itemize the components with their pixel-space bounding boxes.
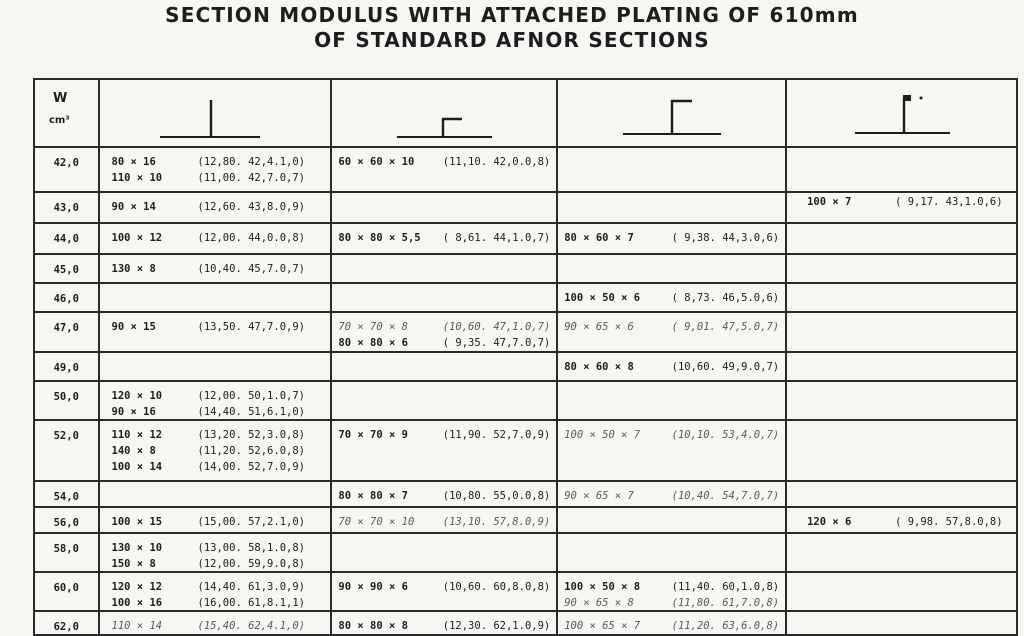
section-properties: (10,10. 53,4.0,7) [671, 429, 780, 441]
section-properties: (11,10. 42,0.0,8) [442, 156, 551, 168]
section-size: 100 × 50 × 8 [564, 581, 641, 593]
title-line-2: OF STANDARD AFNOR SECTIONS [314, 28, 710, 52]
section-entry [100, 573, 331, 594]
w-value: 50,0 [53, 391, 79, 403]
section-size: 60 × 60 × 10 [338, 156, 415, 168]
c1-cell [99, 611, 332, 635]
c3-cell [557, 312, 786, 352]
w-header-cell [34, 79, 99, 147]
c4-cell [786, 283, 1017, 312]
section-size: 100 × 16 [111, 597, 163, 609]
section-properties: ( 8,61. 44,1.0,7) [442, 232, 551, 244]
section-properties: (10,60. 60,8.0,8) [442, 581, 551, 593]
section-properties: (12,60. 43,8.0,9) [197, 201, 305, 213]
table-row [34, 420, 1017, 481]
section-entry [100, 555, 331, 571]
section-size: 90 × 15 [111, 321, 156, 333]
c1-cell [99, 507, 332, 533]
section-size: 150 × 8 [111, 558, 156, 570]
section-entry [332, 482, 556, 503]
w-value: 44,0 [53, 233, 79, 245]
table-row [34, 312, 1017, 352]
c2-cell [331, 283, 557, 312]
section-entry [100, 594, 331, 610]
section-properties: ( 9,38. 44,3.0,6) [671, 232, 780, 244]
section-size: 110 × 12 [111, 429, 163, 441]
table-row [34, 283, 1017, 312]
section-entry [332, 148, 556, 169]
section-size: 90 × 65 × 7 [564, 490, 634, 502]
table-row [34, 533, 1017, 572]
w-value: 42,0 [53, 157, 79, 169]
c1-cell [99, 533, 332, 572]
c4-cell [786, 312, 1017, 352]
w-value: 62,0 [53, 621, 79, 633]
w-value-cell [34, 254, 99, 283]
section-size: 70 × 70 × 9 [338, 429, 408, 441]
table-row [34, 192, 1017, 223]
c4-cell [786, 572, 1017, 611]
section-entry [100, 313, 331, 334]
c2-cell [331, 533, 557, 572]
section-properties: (13,20. 52,3.0,8) [197, 429, 305, 441]
w-value-cell [34, 533, 99, 572]
table-row [34, 254, 1017, 283]
section-properties: ( 8,73. 46,5.0,6) [671, 292, 780, 304]
w-value: 60,0 [53, 582, 79, 594]
table-row [34, 572, 1017, 611]
section-size: 100 × 50 × 7 [564, 429, 641, 441]
w-value-cell [34, 312, 99, 352]
section-properties: (10,40. 54,7.0,7) [671, 490, 780, 502]
section-entry [558, 594, 785, 610]
section-properties: (15,00. 57,2.1,0) [197, 516, 305, 528]
section-size: 100 × 14 [111, 461, 163, 473]
section-size: 110 × 14 [111, 620, 163, 632]
section-properties: ( 9,35. 47,7.0,7) [442, 337, 551, 349]
c3-cell [557, 223, 786, 254]
c2-cell [331, 254, 557, 283]
section-entry [100, 148, 331, 169]
section-entry [558, 353, 785, 374]
section-properties: (11,90. 52,7.0,9) [442, 429, 551, 441]
section-entry [558, 284, 785, 305]
c1-cell [99, 192, 332, 223]
section-size: 80 × 80 × 5,5 [338, 232, 421, 244]
section-properties: (12,30. 62,1.0,9) [442, 620, 551, 632]
section-properties: (11,40. 60,1.0,8) [671, 581, 780, 593]
w-value-cell [34, 420, 99, 481]
bulb-flat-profile-icon [787, 80, 1014, 146]
section-size: 130 × 10 [111, 542, 163, 554]
section-properties: (11,80. 61,7.0,8) [671, 597, 780, 609]
section-size: 80 × 80 × 7 [338, 490, 408, 502]
section-size: 110 × 10 [111, 172, 163, 184]
c3-cell [557, 533, 786, 572]
c3-cell [557, 611, 786, 635]
section-entry [332, 334, 556, 350]
section-size: 80 × 80 × 6 [338, 337, 408, 349]
c3-cell [557, 352, 786, 381]
section-entry [332, 224, 556, 245]
section-size: 120 × 6 [807, 516, 852, 528]
c4-cell [786, 223, 1017, 254]
section-properties: ( 9,17. 43,1.0,6) [895, 196, 1003, 208]
section-properties: (10,60. 49,9.0,7) [671, 361, 780, 373]
c4-cell [786, 420, 1017, 481]
section-entry [558, 573, 785, 594]
w-value-cell [34, 223, 99, 254]
c3-cell [557, 254, 786, 283]
w-value-cell [34, 481, 99, 507]
w-label: W [53, 91, 68, 106]
section-entry [787, 508, 1016, 529]
table-row [34, 147, 1017, 192]
c3-cell [557, 192, 786, 223]
c2-cell [331, 312, 557, 352]
section-properties: (12,00. 50,1.0,7) [197, 390, 305, 402]
c1-cell [99, 147, 332, 192]
section-properties: (13,00. 58,1.0,8) [197, 542, 305, 554]
section-entry [558, 224, 785, 245]
section-size: 90 × 90 × 6 [338, 581, 408, 593]
section-modulus-table [33, 78, 1018, 636]
section-entry [100, 421, 331, 442]
w-unit: cm³ [49, 115, 70, 126]
c3-cell [557, 507, 786, 533]
c3-cell [557, 420, 786, 481]
section-size: 100 × 15 [111, 516, 163, 528]
flat-bar-profile-cell [99, 79, 332, 147]
w-value: 43,0 [53, 202, 79, 214]
section-properties: (14,40. 61,3.0,9) [197, 581, 305, 593]
w-value: 56,0 [53, 517, 79, 529]
section-properties: (12,00. 44,0.0,8) [197, 232, 305, 244]
c2-cell [331, 572, 557, 611]
c4-cell [786, 254, 1017, 283]
section-entry [100, 224, 331, 245]
c1-cell [99, 481, 332, 507]
c4-cell [786, 481, 1017, 507]
section-size: 90 × 65 × 6 [564, 321, 634, 333]
section-entry [332, 313, 556, 334]
w-value-cell [34, 381, 99, 420]
c1-cell [99, 572, 332, 611]
section-size: 100 × 7 [807, 196, 852, 208]
equal-angle-profile-icon [332, 80, 554, 146]
table-row [34, 352, 1017, 381]
w-value: 47,0 [53, 322, 79, 334]
section-size: 100 × 12 [111, 232, 163, 244]
w-value-cell [34, 283, 99, 312]
section-entry [100, 255, 331, 276]
w-value: 46,0 [53, 293, 79, 305]
section-size: 90 × 14 [111, 201, 156, 213]
section-size: 90 × 16 [111, 406, 156, 418]
section-size: 100 × 65 × 7 [564, 620, 641, 632]
c1-cell [99, 223, 332, 254]
c3-cell [557, 572, 786, 611]
section-entry [558, 482, 785, 503]
equal-angle-profile-cell [331, 79, 557, 147]
c1-cell [99, 254, 332, 283]
c1-cell [99, 420, 332, 481]
table-row [34, 381, 1017, 420]
section-properties: (13,50. 47,7.0,9) [197, 321, 305, 333]
c2-cell [331, 381, 557, 420]
section-properties: (16,00. 61,8.1,1) [197, 597, 305, 609]
section-size: 80 × 80 × 8 [338, 620, 408, 632]
c3-cell [557, 147, 786, 192]
section-size: 70 × 70 × 8 [338, 321, 408, 333]
w-value: 49,0 [53, 362, 79, 374]
c1-cell [99, 283, 332, 312]
w-value-cell [34, 352, 99, 381]
table-row [34, 507, 1017, 533]
section-size: 70 × 70 × 10 [338, 516, 415, 528]
c2-cell [331, 481, 557, 507]
section-properties: ( 9,01. 47,5.0,7) [671, 321, 780, 333]
section-properties: (14,00. 52,7.0,9) [197, 461, 305, 473]
c2-cell [331, 352, 557, 381]
c4-cell [786, 381, 1017, 420]
flat-bar-profile-icon [100, 80, 329, 146]
w-value: 58,0 [53, 543, 79, 555]
c2-cell [331, 420, 557, 481]
c4-cell [786, 611, 1017, 635]
w-value-cell [34, 507, 99, 533]
c1-cell [99, 381, 332, 420]
w-value-cell [34, 611, 99, 635]
section-properties: (12,80. 42,4.1,0) [197, 156, 305, 168]
section-entry [100, 382, 331, 403]
w-value: 45,0 [53, 264, 79, 276]
c4-cell [786, 192, 1017, 223]
section-entry [558, 421, 785, 442]
c4-cell [786, 147, 1017, 192]
section-size: 120 × 10 [111, 390, 163, 402]
c2-cell [331, 223, 557, 254]
w-value-cell [34, 192, 99, 223]
section-entry [100, 169, 331, 185]
w-value-cell [34, 147, 99, 192]
section-entry [100, 193, 331, 214]
section-size: 130 × 8 [111, 263, 156, 275]
section-entry [332, 573, 556, 594]
c2-cell [331, 611, 557, 635]
section-properties: (11,20. 63,6.0,8) [671, 620, 780, 632]
w-value: 54,0 [53, 491, 79, 503]
section-properties: ( 9,98. 57,8.0,8) [895, 516, 1003, 528]
section-entry [332, 508, 556, 529]
header-row [34, 79, 1017, 147]
section-properties: (11,20. 52,6.0,8) [197, 445, 305, 457]
c4-cell [786, 352, 1017, 381]
unequal-angle-profile-icon [558, 80, 783, 146]
section-size: 140 × 8 [111, 445, 156, 457]
section-entry [100, 534, 331, 555]
section-size: 100 × 50 × 6 [564, 292, 641, 304]
unequal-angle-profile-cell [557, 79, 786, 147]
section-properties: (14,40. 51,6.1,0) [197, 406, 305, 418]
c1-cell [99, 352, 332, 381]
c3-cell [557, 381, 786, 420]
title-line-1: SECTION MODULUS WITH ATTACHED PLATING OF 610mm [165, 3, 859, 27]
c1-cell [99, 312, 332, 352]
section-entry [100, 403, 331, 419]
c3-cell [557, 283, 786, 312]
section-properties: (12,00. 59,9.0,8) [197, 558, 305, 570]
c4-cell [786, 533, 1017, 572]
c4-cell [786, 507, 1017, 533]
section-size: 80 × 60 × 7 [564, 232, 634, 244]
section-properties: (10,60. 47,1.0,7) [442, 321, 551, 333]
c2-cell [331, 507, 557, 533]
section-size: 90 × 65 × 8 [564, 597, 634, 609]
section-size: 120 × 12 [111, 581, 163, 593]
section-entry [558, 313, 785, 334]
section-properties: (10,80. 55,0.0,8) [442, 490, 551, 502]
w-value: 52,0 [53, 430, 79, 442]
section-entry [100, 458, 331, 474]
c3-cell [557, 481, 786, 507]
section-entry [100, 508, 331, 529]
section-entry [100, 442, 331, 458]
c2-cell [331, 192, 557, 223]
bulb-flat-profile-cell [786, 79, 1017, 147]
section-entry [332, 421, 556, 442]
section-properties: (15,40. 62,4.1,0) [197, 620, 305, 632]
section-properties: (11,00. 42,7.0,7) [197, 172, 305, 184]
c2-cell [331, 147, 557, 192]
section-properties: (13,10. 57,8.0,9) [442, 516, 551, 528]
section-entry [787, 193, 1016, 209]
section-size: 80 × 16 [111, 156, 156, 168]
w-value-cell [34, 572, 99, 611]
table-row [34, 481, 1017, 507]
section-properties: (10,40. 45,7.0,7) [197, 263, 305, 275]
section-size: 80 × 60 × 8 [564, 361, 634, 373]
table-row [34, 611, 1017, 635]
table-row [34, 223, 1017, 254]
